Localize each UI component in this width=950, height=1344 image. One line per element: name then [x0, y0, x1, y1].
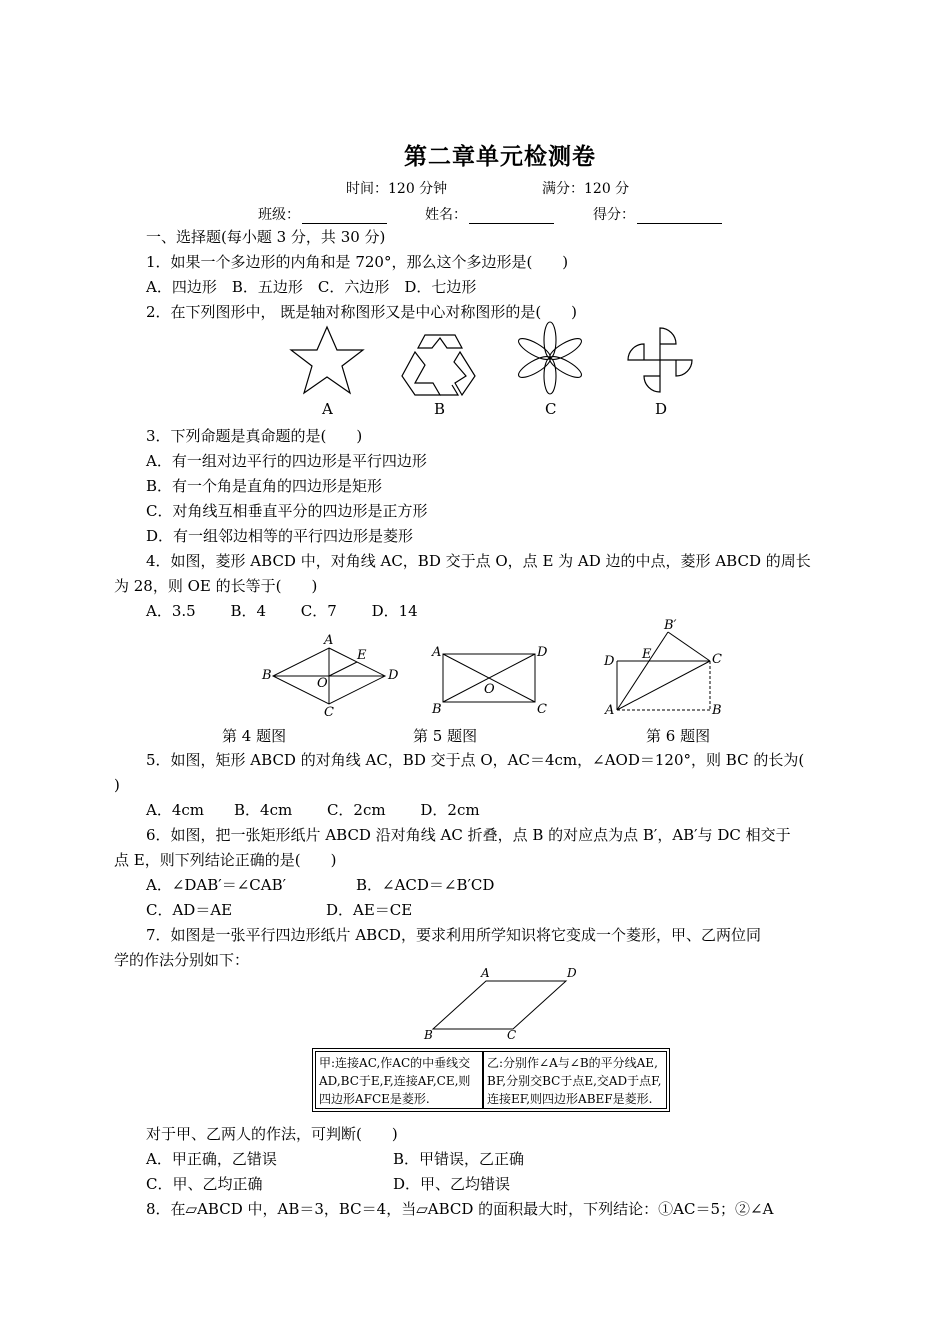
fig6-label-d: D — [604, 654, 615, 669]
q7-label-a: A — [481, 966, 490, 980]
q6-option-b: B．∠ACD＝∠B′CD — [356, 876, 495, 894]
q3-option-c: C．对角线互相垂直平分的四边形是正方形 — [146, 502, 428, 520]
q2-label-b: B — [434, 400, 446, 418]
section-heading: 一、选择题(每小题 3 分，共 30 分) — [146, 228, 386, 246]
fig4-label-c: C — [324, 705, 334, 720]
fig6-caption: 第 6 题图 — [646, 727, 711, 745]
class-label: 班级： — [258, 207, 300, 223]
fig5-caption: 第 5 题图 — [413, 727, 478, 745]
fig4-caption: 第 4 题图 — [222, 727, 287, 745]
fig4-label-a: A — [324, 633, 334, 648]
name-label: 姓名： — [425, 207, 467, 223]
q7-yi-line3: 连接EF,则四边形ABEF是菱形. — [487, 1092, 653, 1106]
q2-stem: 2．在下列图形中， 既是轴对称图形又是中心对称图形的是( ) — [146, 303, 578, 321]
q7-option-a: A．甲正确，乙错误 — [146, 1150, 277, 1168]
q5-line2: ) — [114, 776, 120, 794]
q5-options: A．4cm B．4cm C．2cm D．2cm — [146, 801, 480, 819]
q4-options: A．3.5 B．4 C．7 D．14 — [146, 602, 418, 620]
q3-option-b: B．有一个角是直角的四边形是矩形 — [146, 477, 383, 495]
q1-options: A．四边形 B．五边形 C．六边形 D．七边形 — [146, 278, 477, 296]
fig4-label-e: E — [357, 648, 367, 663]
q3-stem: 3．下列命题是真命题的是( ) — [146, 427, 363, 445]
q6-option-a: A．∠DAB′＝∠CAB′ — [146, 876, 286, 894]
fig6-label-b: B — [712, 703, 722, 718]
q7-label-d: D — [567, 966, 577, 980]
q7-jia-line3: 四边形AFCE是菱形. — [319, 1092, 430, 1106]
q1-stem: 1．如果一个多边形的内角和是 720°，那么这个多边形是( ) — [146, 253, 569, 271]
q5-line1: 5．如图，矩形 ABCD 的对角线 AC，BD 交于点 O，AC＝4cm，∠AOD＝120°，则 BC 的长为( — [146, 751, 805, 769]
score-label: 得分： — [593, 207, 635, 223]
time-info: 时间：120 分钟 — [346, 181, 448, 197]
q7-option-d: D．甲、乙均错误 — [393, 1175, 511, 1193]
q7-yi-box — [483, 1051, 667, 1109]
fig5-label-a: A — [432, 645, 442, 660]
q7-methods-table — [312, 1048, 670, 1112]
q7-jia-line2: AD,BC于E,F,连接AF,CE,则 — [319, 1074, 471, 1088]
q7-yi-line1: 乙:分别作∠A与∠B的平分线AE, — [487, 1056, 658, 1070]
q7-jia-line1: 甲:连接AC,作AC的中垂线交 — [319, 1056, 471, 1070]
q7-yi-line2: BF,分别交BC于点E,交AD于点F, — [487, 1074, 662, 1088]
q4-line2: 为 28，则 OE 的长等于( ) — [114, 577, 318, 595]
q6-line2: 点 E，则下列结论正确的是( ) — [114, 851, 337, 869]
q7-line2: 学的作法分别如下： — [114, 951, 250, 969]
q7-label-c: C — [507, 1028, 517, 1042]
full-score-info: 满分：120 分 — [542, 181, 630, 197]
fig5-label-d: D — [537, 645, 548, 660]
q7-judge: 对于甲、乙两人的作法，可判断( ) — [146, 1125, 398, 1143]
q7-option-c: C．甲、乙均正确 — [146, 1175, 263, 1193]
q3-option-a: A．有一组对边平行的四边形是平行四边形 — [146, 452, 427, 470]
q6-option-d: D．AE＝CE — [326, 901, 413, 919]
q7-label-b: B — [424, 1028, 433, 1042]
fig4-label-b: B — [262, 668, 272, 683]
fig6-label-bprime: B′ — [664, 618, 677, 633]
q8-line1: 8．在▱ABCD 中，AB＝3，BC＝4，当▱ABCD 的面积最大时，下列结论：①AC＝5；②∠A — [146, 1200, 774, 1218]
page-title: 第二章单元检测卷 — [404, 144, 596, 170]
q2-label-c: C — [545, 400, 557, 418]
q4-line1: 4．如图，菱形 ABCD 中，对角线 AC，BD 交于点 O，点 E 为 AD 边的中点，菱形 ABCD 的周长 — [146, 552, 811, 570]
fig4-label-d: D — [388, 668, 399, 683]
q7-jia-box — [315, 1051, 483, 1109]
fig6-label-a: A — [605, 703, 615, 718]
fig6-label-c: C — [712, 652, 722, 667]
q2-label-a: A — [322, 400, 333, 418]
fig5-label-c: C — [537, 702, 547, 717]
q6-line1: 6．如图，把一张矩形纸片 ABCD 沿对角线 AC 折叠，点 B 的对应点为点 B′，AB′与 DC 相交于 — [146, 826, 791, 844]
q3-option-d: D．有一组邻边相等的平行四边形是菱形 — [146, 527, 414, 545]
fig6-label-e: E — [642, 647, 652, 662]
fig4-label-o: O — [317, 676, 328, 691]
q7-line1: 7．如图是一张平行四边形纸片 ABCD，要求利用所学知识将它变成一个菱形，甲、乙两位同 — [146, 926, 761, 944]
q6-option-c: C．AD＝AE — [146, 901, 233, 919]
fig5-label-o: O — [484, 682, 495, 697]
fig5-label-b: B — [432, 702, 442, 717]
q7-option-b: B．甲错误，乙正确 — [393, 1150, 525, 1168]
q2-label-d: D — [655, 400, 668, 418]
